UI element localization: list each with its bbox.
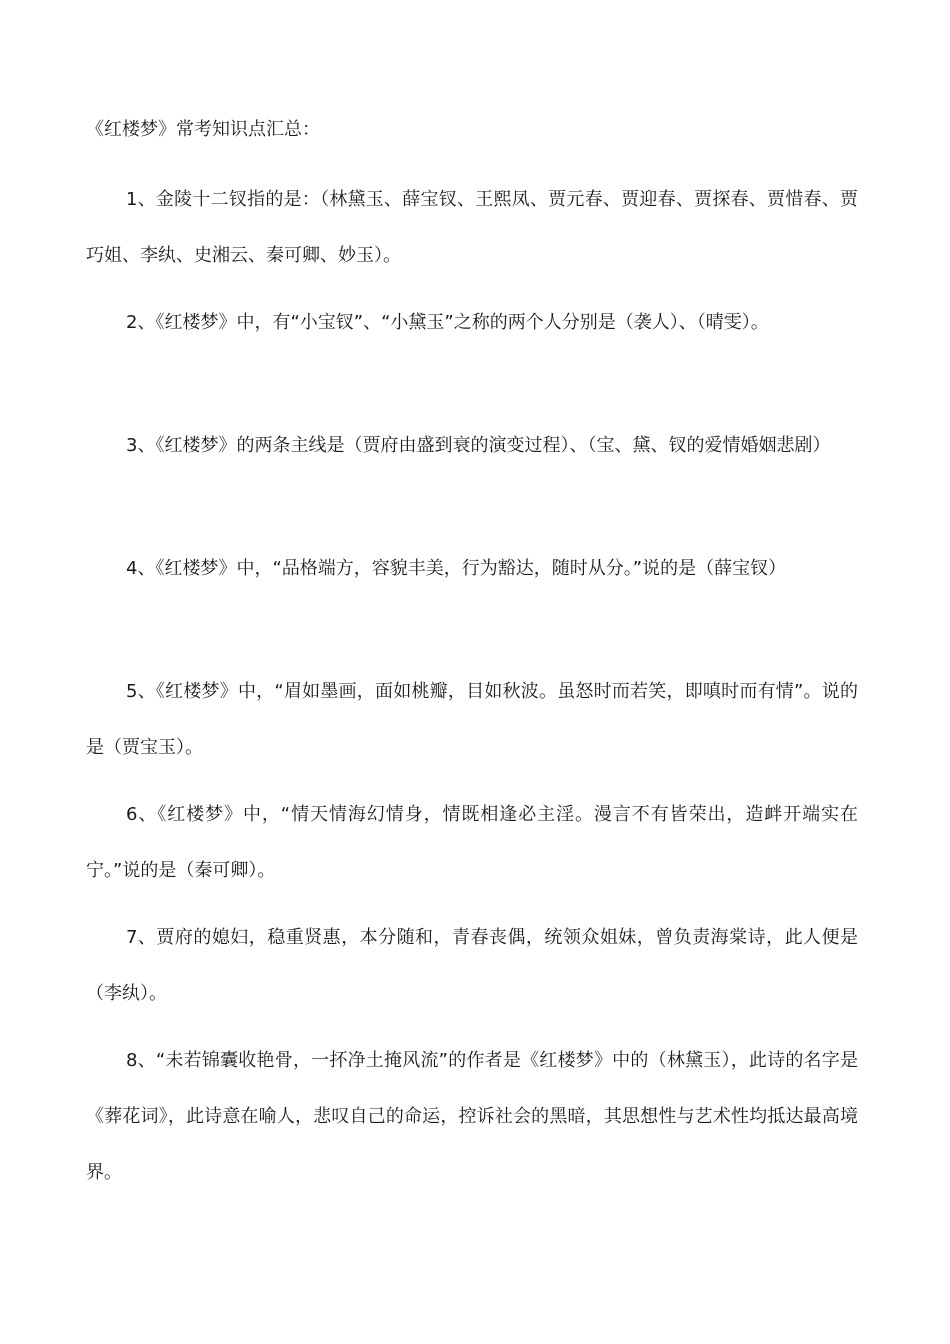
knowledge-item-2: 2、《红楼梦》中，有“小宝钗”、“小黛玉”之称的两个人分别是（袭人）、（晴雯）。 bbox=[126, 312, 769, 333]
knowledge-item-4: 4、《红楼梦》中，“品格端方，容貌丰美，行为豁达，随时从分。”说的是（薛宝钗） bbox=[126, 558, 787, 579]
knowledge-item-6: 6、《红楼梦》中，“情天情海幻情身，情既相逢必主淫。漫言不有皆荣出，造衅开端实在宁。”说的是（秦可卿）。 bbox=[86, 804, 858, 881]
knowledge-item-5: 5、《红楼梦》中，“眉如墨画，面如桃瓣，目如秋波。虽怒时而若笑，即嗔时而有情”。说的是（贾宝玉）。 bbox=[86, 681, 858, 758]
knowledge-item-7: 7、贾府的媳妇，稳重贤惠，本分随和，青春丧偶，统领众姐妹，曾负责海棠诗，此人便是（李纨）。 bbox=[86, 927, 858, 1004]
document-title: 《红楼梦》常考知识点汇总： bbox=[86, 119, 320, 140]
knowledge-item-3: 3、《红楼梦》的两条主线是（贾府由盛到衰的演变过程）、（宝、黛、钗的爱情婚姻悲剧） bbox=[126, 435, 831, 456]
knowledge-item-1: 1、金陵十二钗指的是：（林黛玉、薛宝钗、王熙凤、贾元春、贾迎春、贾探春、贾惜春、贾巧姐、李纨、史湘云、秦可卿、妙玉）。 bbox=[86, 189, 858, 266]
knowledge-item-8: 8、“未若锦囊收艳骨，一抔净土掩风流”的作者是《红楼梦》中的（林黛玉），此诗的名字是《葬花词》，此诗意在喻人，悲叹自己的命运，控诉社会的黑暗，其思想性与艺术性均抵达最高境界。 bbox=[86, 1050, 858, 1183]
